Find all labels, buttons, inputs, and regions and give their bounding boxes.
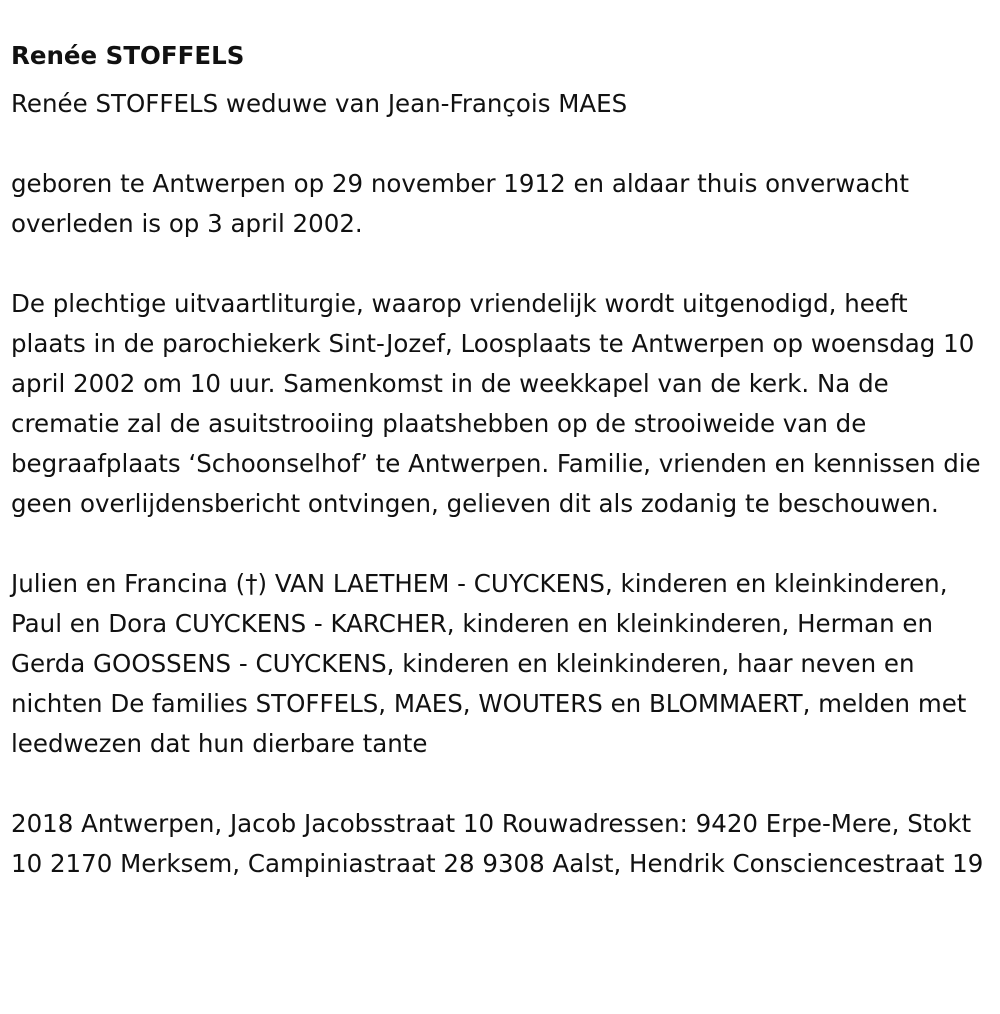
addresses-paragraph: 2018 Antwerpen, Jacob Jacobsstraat 10 Rouwadressen: 9420 Erpe-Mere, Stokt 10 2170 Merksem, Campiniastraat 28 9308 Aalst, Hendrik Consciencestraat 19 xyxy=(11,809,984,878)
funeral-ceremony-paragraph: De plechtige uitvaartliturgie, waarop vriendelijk wordt uitgenodigd, heeft plaats in de parochiekerk Sint-Jozef, Loosplaats te Antwerpen op woensdag 10 april 2002 om 10 uur. Samenkomst in de weekkapel van de kerk. Na de crematie zal de asuitstrooiing plaatshebben op de strooiweide van de begraafplaats ‘Schoonselhof’ te Antwerpen. Familie, vrienden en kennissen die geen overlijdensbericht ontvingen, gelieven dit als zodanig te beschouwen. xyxy=(11,289,981,518)
deceased-name-heading: Renée STOFFELS xyxy=(11,41,245,70)
widow-line: Renée STOFFELS weduwe van Jean-François MAES xyxy=(11,89,628,118)
family-mourners-paragraph: Julien en Francina (†) VAN LAETHEM - CUYCKENS, kinderen en kleinkinderen, Paul en Dora CUYCKENS - KARCHER, kinderen en kleinkinderen, Herman en Gerda GOOSSENS - CUYCKENS, kinderen en kleinkinderen, haar neven en nichten De families STOFFELS, MAES, WOUTERS en BLOMMAERT, melden met leedwezen dat hun dierbare tante xyxy=(11,569,967,758)
birth-death-paragraph: geboren te Antwerpen op 29 november 1912 en aldaar thuis onverwacht overleden is op 3 april 2002. xyxy=(11,169,909,238)
